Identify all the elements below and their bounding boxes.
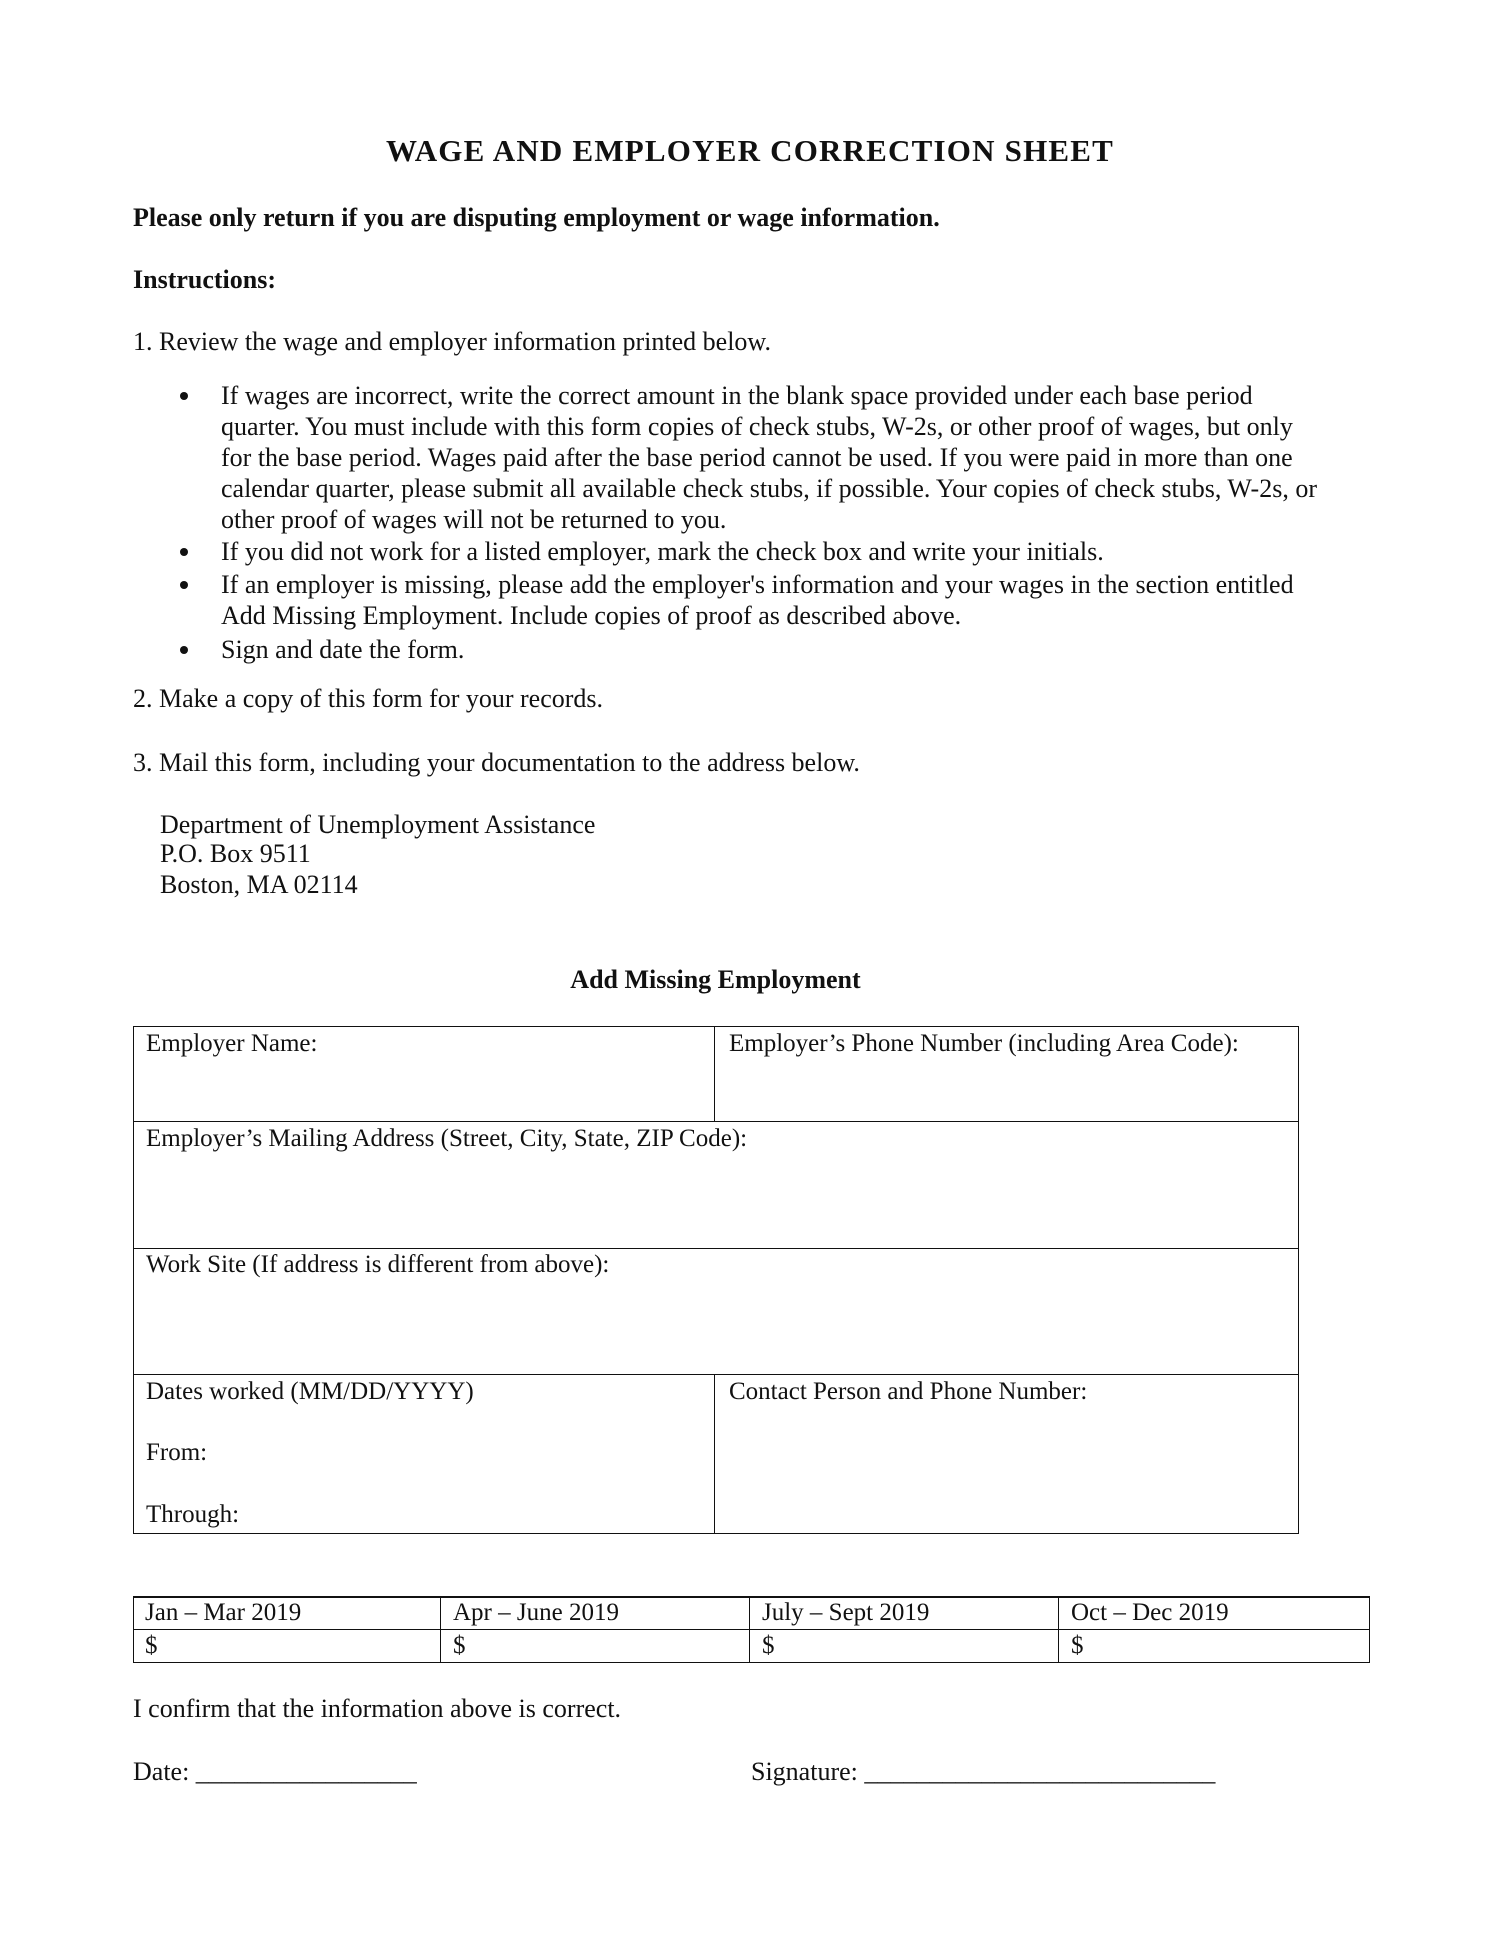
date-field[interactable]: Date: _________________	[133, 1757, 417, 1786]
mailing-address-field[interactable]: Employer’s Mailing Address (Street, City, State, ZIP Code):	[146, 1125, 748, 1152]
employer-name-field[interactable]: Employer Name:	[146, 1030, 318, 1057]
bullet-line: for the base period. Wages paid after the base period cannot be used. If you were paid in more than one	[221, 443, 1293, 472]
bullet-icon	[180, 646, 188, 654]
through-date-field[interactable]: Through:	[146, 1501, 240, 1528]
divider	[749, 1596, 750, 1663]
wage-amount-field[interactable]: $	[453, 1632, 466, 1659]
from-date-field[interactable]: From:	[146, 1439, 208, 1466]
notice: Please only return if you are disputing employment or wage information.	[133, 203, 940, 232]
wage-amount-field[interactable]: $	[1071, 1632, 1084, 1659]
divider	[714, 1026, 715, 1121]
bullet-line: calendar quarter, please submit all available check stubs, if possible. Your copies of check stubs, W-2s, or	[221, 474, 1317, 503]
page-title: WAGE AND EMPLOYER CORRECTION SHEET	[385, 133, 1115, 168]
bullet-line: If an employer is missing, please add the employer's information and your wages in the section entitled	[221, 570, 1294, 599]
bullet-line: other proof of wages will not be returned to you.	[221, 505, 727, 534]
work-site-field[interactable]: Work Site (If address is different from above):	[146, 1251, 610, 1278]
address-line: Department of Unemployment Assistance	[160, 810, 596, 839]
bullet-line: If you did not work for a listed employer, mark the check box and write your initials.	[221, 537, 1104, 566]
wage-amount-field[interactable]: $	[145, 1632, 158, 1659]
wage-amount-field[interactable]: $	[762, 1632, 775, 1659]
divider	[133, 1629, 1370, 1630]
bullet-icon	[180, 548, 188, 556]
dates-worked-label: Dates worked (MM/DD/YYYY)	[146, 1378, 474, 1405]
divider	[714, 1374, 715, 1534]
bullet-line: If wages are incorrect, write the correct amount in the blank space provided under each base period	[221, 381, 1253, 410]
divider	[133, 1374, 1299, 1375]
quarter-header: Oct – Dec 2019	[1071, 1599, 1229, 1626]
bullet-line: quarter. You must include with this form copies of check stubs, W-2s, or other proof of wages, but only	[221, 412, 1293, 441]
divider	[440, 1596, 441, 1663]
divider	[133, 1248, 1299, 1249]
employer-phone-field[interactable]: Employer’s Phone Number (including Area Code):	[729, 1030, 1239, 1057]
instructions-heading: Instructions:	[133, 265, 277, 294]
bullet-icon	[180, 581, 188, 589]
bullet-icon	[180, 392, 188, 400]
signature-field[interactable]: Signature: ___________________________	[751, 1757, 1216, 1786]
quarter-header: Jan – Mar 2019	[145, 1599, 302, 1626]
divider	[133, 1121, 1299, 1122]
bullet-line: Sign and date the form.	[221, 635, 465, 664]
contact-person-field[interactable]: Contact Person and Phone Number:	[729, 1378, 1088, 1405]
bullet-line: Add Missing Employment. Include copies of proof as described above.	[221, 601, 962, 630]
quarter-header: July – Sept 2019	[762, 1599, 930, 1626]
address-line: P.O. Box 9511	[160, 839, 311, 868]
form-border	[133, 1026, 1299, 1534]
address-line: Boston, MA 02114	[160, 870, 358, 899]
divider	[1058, 1596, 1059, 1663]
step-2: 2. Make a copy of this form for your records.	[133, 684, 604, 713]
step-3: 3. Mail this form, including your documentation to the address below.	[133, 748, 860, 777]
step-1: 1. Review the wage and employer information printed below.	[133, 327, 772, 356]
section-heading: Add Missing Employment	[570, 965, 861, 994]
confirmation-statement: I confirm that the information above is correct.	[133, 1694, 622, 1723]
quarter-header: Apr – June 2019	[453, 1599, 619, 1626]
